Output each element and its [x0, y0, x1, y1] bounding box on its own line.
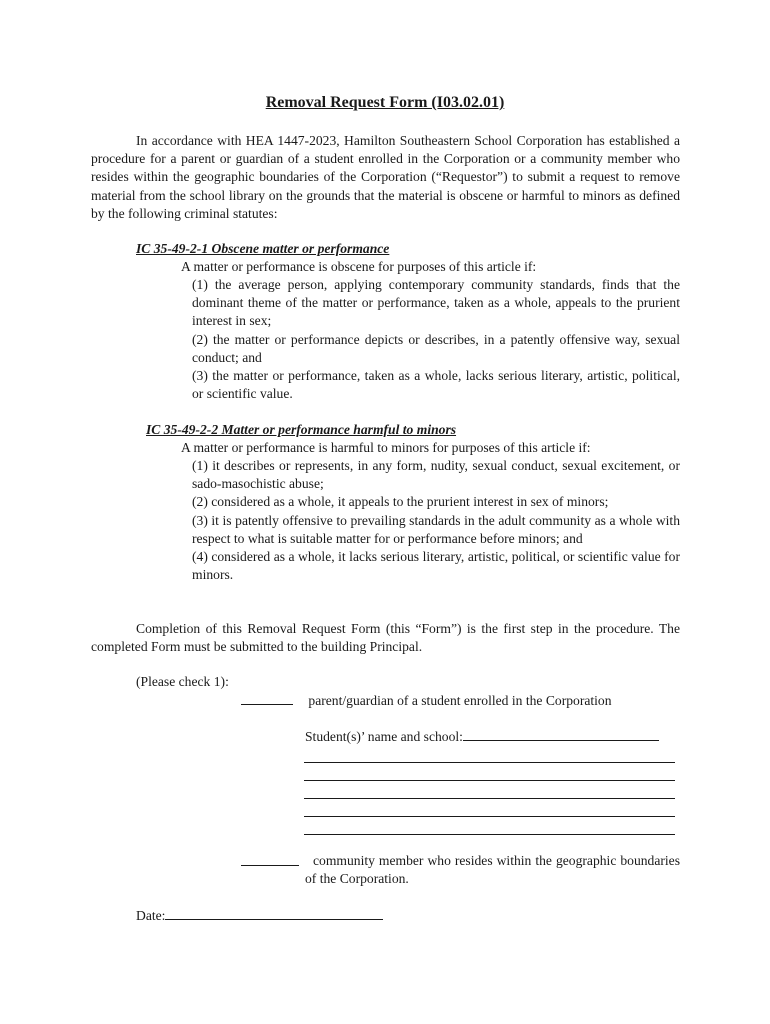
- date-field[interactable]: [165, 906, 383, 920]
- community-checkbox-blank[interactable]: [241, 852, 299, 866]
- option-community-label: community member who resides within the geographic boundaries of the Corporation.: [305, 853, 680, 887]
- list-item: (3) the matter or performance, taken as a whole, lacks serious literary, artistic, political, or scientific value.: [192, 368, 680, 402]
- form-title: Removal Request Form (I03.02.01): [265, 94, 505, 111]
- list-item: (4) considered as a whole, it lacks serious literary, artistic, political, or scientific value for minors.: [192, 549, 680, 583]
- option-community-blank-row: [241, 852, 299, 871]
- student-name-field[interactable]: [463, 727, 659, 741]
- section1-list: [192, 276, 680, 403]
- student-line-3[interactable]: [304, 780, 675, 781]
- student-line-4[interactable]: [304, 798, 675, 799]
- option-parent-label: parent/guardian of a student enrolled in the Corporation: [308, 693, 612, 708]
- check-instruction: (Please check 1):: [136, 674, 229, 689]
- list-item: (3) it is patently offensive to prevailing standards in the adult community as a whole with respect to what is suitable matter for or performance before minors; and: [192, 512, 680, 546]
- section2-list: [192, 457, 680, 584]
- list-item: (2) the matter or performance depicts or describes, in a patently offensive way, sexual conduct; and: [192, 331, 680, 365]
- option-parent-row: [241, 691, 612, 710]
- student-line-6[interactable]: [304, 834, 675, 835]
- section2-intro: A matter or performance is harmful to minors for purposes of this article if:: [181, 440, 591, 455]
- completion-paragraph: Completion of this Removal Request Form (this “Form”) is the first step in the procedure. The completed Form must be submitted to the building Principal.: [91, 621, 680, 655]
- section1-heading: IC 35-49-2-1 Obscene matter or performance: [136, 241, 390, 256]
- student-line-5[interactable]: [304, 816, 675, 817]
- list-item: (1) it describes or represents, in any form, nudity, sexual conduct, sexual excitement, or sado-masochistic abuse;: [192, 458, 680, 492]
- section1-intro: A matter or performance is obscene for purposes of this article if:: [181, 259, 537, 274]
- intro-paragraph: In accordance with HEA 1447-2023, Hamilton Southeastern School Corporation has established a procedure for a parent or guardian of a student enrolled in the Corporation or a community member who resides within the geographic boundaries of the Corporation (“Requestor”) to submit a request to remove material from the school library on the grounds that the material is obscene or harmful to minors as defined by the following criminal statutes:: [91, 133, 680, 221]
- student-line-2[interactable]: [304, 762, 675, 763]
- student-name-row: [305, 727, 659, 746]
- date-label: Date:: [136, 908, 166, 923]
- parent-checkbox-blank[interactable]: [241, 691, 293, 705]
- date-row: [136, 906, 383, 925]
- list-item: (1) the average person, applying contemporary community standards, finds that the dominant theme of the matter or performance, taken as a whole, appeals to the prurient interest in sex;: [192, 277, 680, 329]
- section2-heading: IC 35-49-2-2 Matter or performance harmful to minors: [146, 422, 457, 437]
- student-name-label: Student(s)’ name and school:: [305, 729, 463, 744]
- list-item: (2) considered as a whole, it appeals to the prurient interest in sex of minors;: [192, 494, 609, 510]
